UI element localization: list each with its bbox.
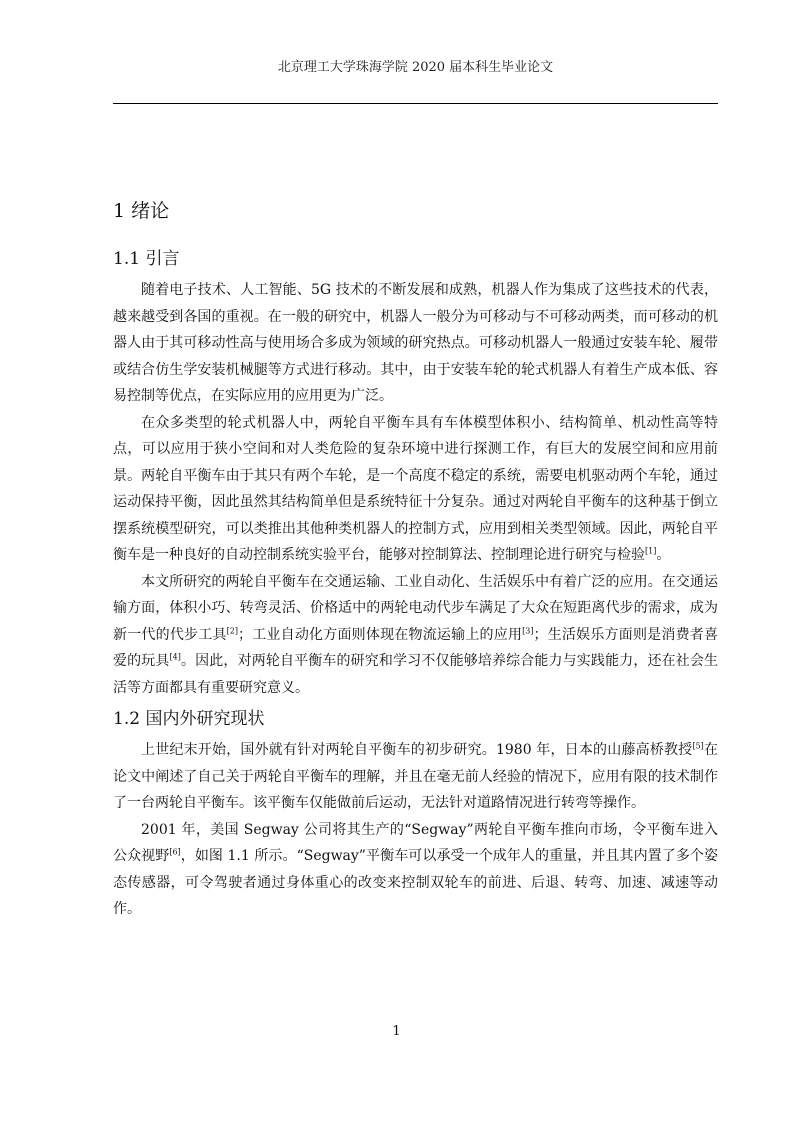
citation-ref: [6] — [169, 847, 181, 857]
citation-ref: [5] — [692, 741, 704, 751]
citation-ref: [4] — [169, 652, 181, 662]
paragraph-text: ；工业自动化方面则体现在物流运输上的应用 — [238, 626, 523, 643]
chapter-title: 1 绪论 — [113, 200, 170, 222]
paragraph-text: 本文所研究的两轮自平衡车在交通运输、工业自动化、生活娱乐中有着广泛的应用。在交通运输方面，体积小巧、转弯灵活、价格适中的两轮电动代步车满足了大众在短距离代步的需求，成为新一代的代步工具 — [113, 573, 718, 643]
citation-ref: [2] — [226, 625, 239, 635]
paragraph — [113, 277, 718, 410]
paragraph-text: 在论文中阐述了自己关于两轮自平衡车的理解，并且在毫无前人经验的情况下，应用有限的技术制作了一台两轮自平衡车。该平衡车仅能做前后运动，无法针对道路情况进行转弯等操作。 — [113, 742, 719, 811]
paragraph-text: 2001 年，美国 Segway 公司将其生产的“Segway”两轮自平衡车推向市场，令平衡车进入公众视野 — [113, 821, 718, 864]
citation-ref: [3] — [522, 625, 534, 635]
paragraph-text: 在众多类型的轮式机器人中，两轮自平衡车具有车体模型体积小、结构简单、机动性高等特点，可以应用于狭小空间和对人类危险的复杂环境中进行探测工作，有巨大的发展空间和应用前景。两轮自平衡车由于其只有两个车轮，是一个高度不稳定的系统，需要电机驱动两个车轮，通过运动保持平衡，因此虽然其结构简单但是系统特征十分复杂。通过对两轮自平衡车的这种基于倒立摆系统模型研究，可以类推出其他种类机器人的控制方式，应用到相关类型领域。因此，两轮自平衡车是一种良好的自动控制系统实验平台，能够对控制算法、控制理论进行研究与检验 — [113, 414, 718, 563]
paragraph-text: 。 — [656, 547, 671, 563]
paragraph-text: 上世纪末开始，国外就有针对两轮自平衡车的初步研究。1980 年，日本的山藤高桥教授 — [141, 742, 693, 758]
sections-container — [113, 241, 718, 923]
section-heading: 1.1 引言 — [113, 249, 180, 269]
page-number: 1 — [392, 1024, 401, 1039]
paragraph-text: 随着电子技术、人工智能、5G 技术的不断发展和成熟，机器人作为集成了这些技术的代表，越来越受到各国的重视。在一般的研究中，机器人一般分为可移动与不可移动两类，而可移动的机器人由于其可移动性高与使用场合多成为领域的研究热点。可移动机器人一般通过安装车轮、履带或结合仿生学安装机械腿等方式进行移动。其中，由于安装车轮的轮式机器人有着生产成本低、容易控制等优点，在实际应用的应用更为广泛。 — [113, 282, 718, 404]
paragraph-text: ；生活娱乐方面则是消费者喜爱的玩具 — [113, 626, 719, 669]
header-title: 北京理工大学珠海学院 2020 届本科生毕业论文 — [277, 60, 554, 75]
paragraph — [113, 817, 718, 923]
paragraph-text: 。因此，对两轮自平衡车的研究和学习不仅能够培养综合能力与实践能力，还在社会生活等方面都具有重要研究意义。 — [113, 653, 719, 696]
page-body — [113, 195, 718, 923]
page-header — [113, 56, 718, 75]
paragraph — [113, 569, 718, 702]
header-rule — [113, 103, 718, 104]
paragraph-text: ，如图 1.1 所示。“Segway”平衡车可以承受一个成年人的重量，并且其内置了多个姿态传感器，可令驾驶者通过身体重心的改变来控制双轮车的前进、后退、转弯、加速、减速等动作。 — [113, 848, 718, 917]
paragraph — [113, 410, 718, 569]
citation-ref: [1] — [645, 546, 657, 556]
paragraph — [113, 737, 718, 817]
section-heading: 1.2 国内外研究现状 — [113, 709, 265, 729]
